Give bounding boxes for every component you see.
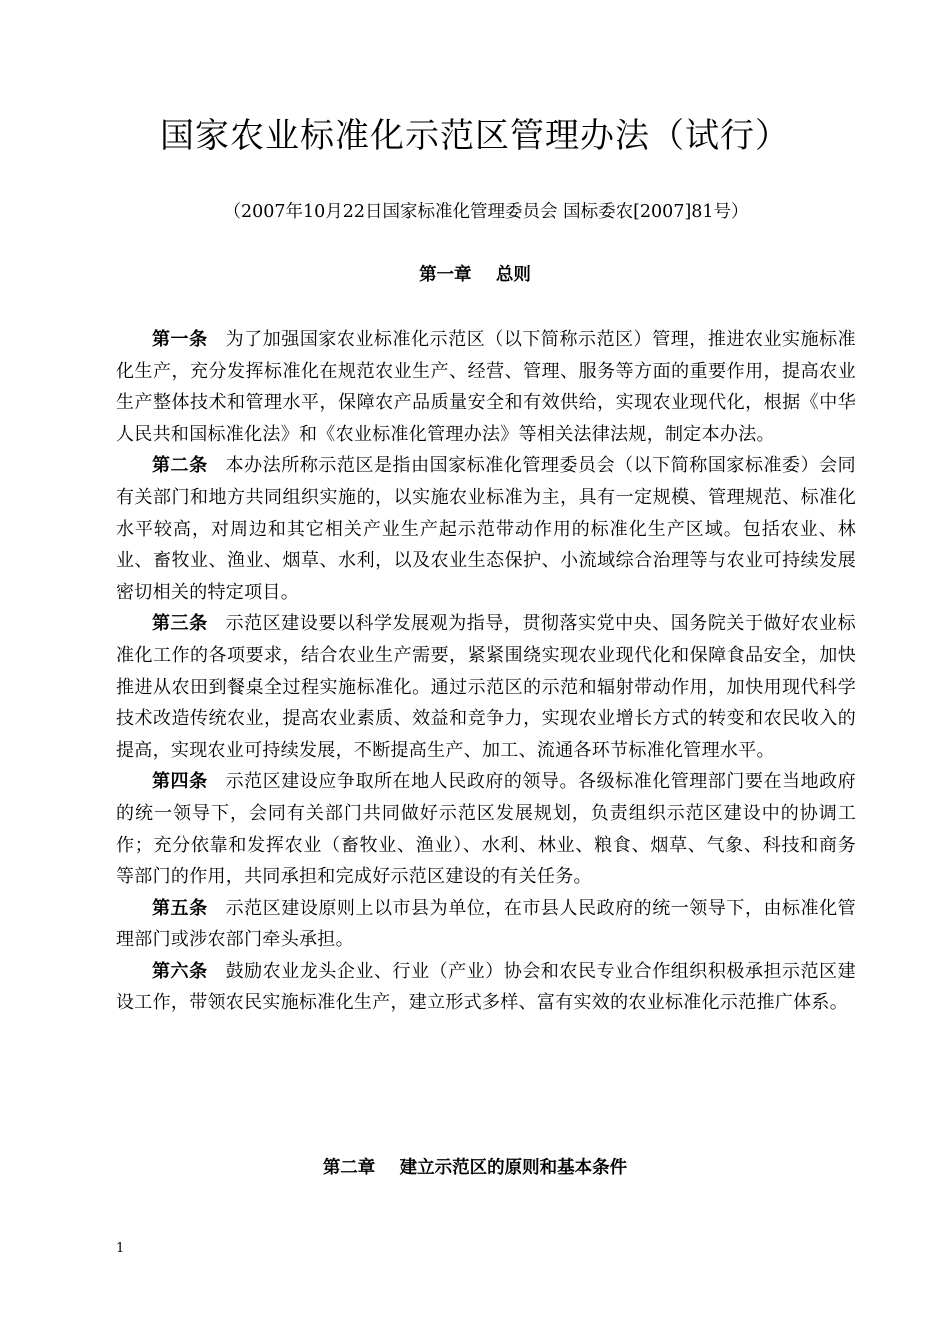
chapter-heading-principles: 第二章 建立示范区的原则和基本条件 xyxy=(322,1158,628,1178)
article-1 xyxy=(116,324,856,450)
article-label: 第四条 xyxy=(152,771,208,793)
chapter-heading-general: 第一章 总则 xyxy=(419,265,531,285)
article-5 xyxy=(116,893,856,956)
article-text: 为了加强国家农业标准化示范区（以下简称示范区）管理，推进农业实施标准化生产，充分发挥标准化在规范农业生产、经营、管理、服务等方面的重要作用，提高农业生产整体技术和管理水平，保障农产品质量安全和有效供给，实现农业现代化，根据《中华人民共和国标准化法》和《农业标准化管理办法》等相关法律法规，制定本办法。 xyxy=(116,329,856,445)
article-label: 第一条 xyxy=(152,329,208,350)
article-label: 第二条 xyxy=(152,455,208,477)
article-text: 示范区建设要以科学发展观为指导，贯彻落实党中央、国务院关于做好农业标准化工作的各项要求，结合农业生产需要，紧紧围绕实现农业现代化和保障食品安全，加快推进从农田到餐桌全过程实施标准化。通过示范区的示范和辐射带动作用，加快用现代科学技术改造传统农业，提高农业素质、效益和竞争力，实现农业增长方式的转变和农民收入的提高，实现农业可持续发展，不断提高生产、加工、流通各环节标准化管理水平。 xyxy=(116,613,856,761)
article-label: 第三条 xyxy=(152,613,208,635)
article-2 xyxy=(116,450,856,608)
document-subtitle: （2007年10月22日国家标准化管理委员会 国标委农[2007]81号） xyxy=(223,202,749,222)
article-label: 第五条 xyxy=(152,897,208,919)
article-3 xyxy=(116,608,856,766)
article-text: 本办法所称示范区是指由国家标准化管理委员会（以下简称国家标准委）会同有关部门和地方共同组织实施的，以实施农业标准为主，具有一定规模、管理规范、标准化水平较高，对周边和其它相关产业生产起示范带动作用的标准化生产区域。包括农业、林业、畜牧业、渔业、烟草、水利，以及农业生态保护、小流域综合治理等与农业可持续发展密切相关的特定项目。 xyxy=(116,455,856,603)
article-text: 示范区建设应争取所在地人民政府的领导。各级标准化管理部门要在当地政府的统一领导下，会同有关部门共同做好示范区发展规划，负责组织示范区建设中的协调工作；充分依靠和发挥农业（畜牧业、渔业）、水利、林业、粮食、烟草、气象、科技和商务等部门的作用，共同承担和完成好示范区建设的有关任务。 xyxy=(116,771,856,888)
page-number: 1 xyxy=(116,1241,125,1256)
article-6 xyxy=(116,956,856,1019)
article-text: 鼓励农业龙头企业、行业（产业）协会和农民专业合作组织积极承担示范区建设工作，带领农民实施标准化生产，建立形式多样、富有实效的农业标准化示范推广体系。 xyxy=(116,960,856,1014)
article-text: 示范区建设原则上以市县为单位，在市县人民政府的统一领导下，由标准化管理部门或涉农部门牵头承担。 xyxy=(116,897,856,951)
article-label: 第六条 xyxy=(152,960,208,982)
article-4 xyxy=(116,766,856,892)
articles-section xyxy=(116,324,856,1019)
document-title: 国家农业标准化示范区管理办法（试行） xyxy=(160,116,790,156)
